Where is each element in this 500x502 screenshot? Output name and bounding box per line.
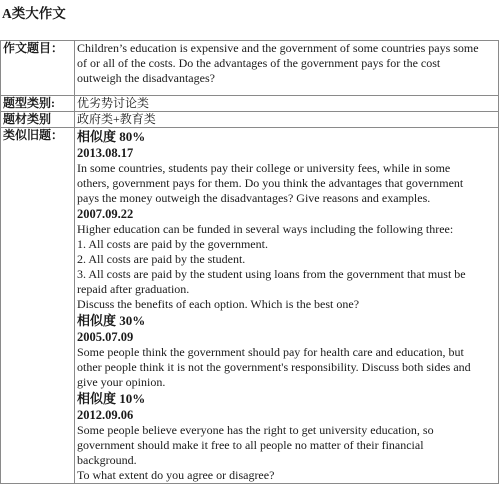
page-heading: A类大作文 [2,6,66,21]
question-line: In some countries, students pay their college or university fees, while in some [77,161,451,175]
topic-label: 作文题目： [1,41,75,96]
question-line: Some people think the government should pay for health care and education, but [77,345,464,359]
topic-row [1,41,499,96]
material-value: 政府类+教育类 [75,112,499,128]
question-line: other people think it is not the government's responsibility. Discuss both sides and [77,360,471,374]
similar-label: 类似旧题： [1,128,75,484]
question-line: Some people believe everyone has the right to get university education, so [77,423,434,437]
topic-line: outweigh the disadvantages? [77,71,215,85]
question-line: background. [77,453,137,467]
question-line: Discuss the benefits of each option. Which is the best one? [77,297,360,311]
type-label: 题型类别: [1,96,75,112]
material-row [1,112,499,128]
exam-date: 2007.09.22 [77,207,134,221]
essay-info-table [0,40,499,484]
exam-date: 2013.08.17 [77,146,134,160]
exam-date: 2005.07.09 [77,330,134,344]
type-value: 优劣势讨论类 [75,96,499,112]
similarity-score: 相似度 80% [77,129,146,144]
material-label: 题材类别 [1,112,75,128]
question-line: 1. All costs are paid by the government. [77,237,268,251]
similar-row [1,128,499,484]
question-line: government should make it free to all people no matter of their financial [77,438,424,452]
similarity-score: 相似度 10% [77,391,146,406]
topic-line: Children’s education is expensive and the government of some countries pays some [77,41,479,55]
question-line: 3. All costs are paid by the student using loans from the government that must be [77,267,466,281]
similar-topics [75,128,499,484]
exam-date: 2012.09.06 [77,408,134,422]
question-line: To what extent do you agree or disagree? [77,468,275,482]
similarity-score: 相似度 30% [77,313,146,328]
question-line: Higher education can be funded in several ways including the following three: [77,222,454,236]
question-line: others, government pays for them. Do you think the advantages that government [77,176,464,190]
question-line: pays the money outweigh the disadvantages? Give reasons and examples. [77,191,431,205]
question-line: give your opinion. [77,375,166,389]
question-line: 2. All costs are paid by the student. [77,252,246,266]
type-row [1,96,499,112]
topic-line: of or all of the costs. Do the advantages of the government pays for the cost [77,56,441,70]
topic-text [75,41,499,96]
question-line: repaid after graduation. [77,282,190,296]
